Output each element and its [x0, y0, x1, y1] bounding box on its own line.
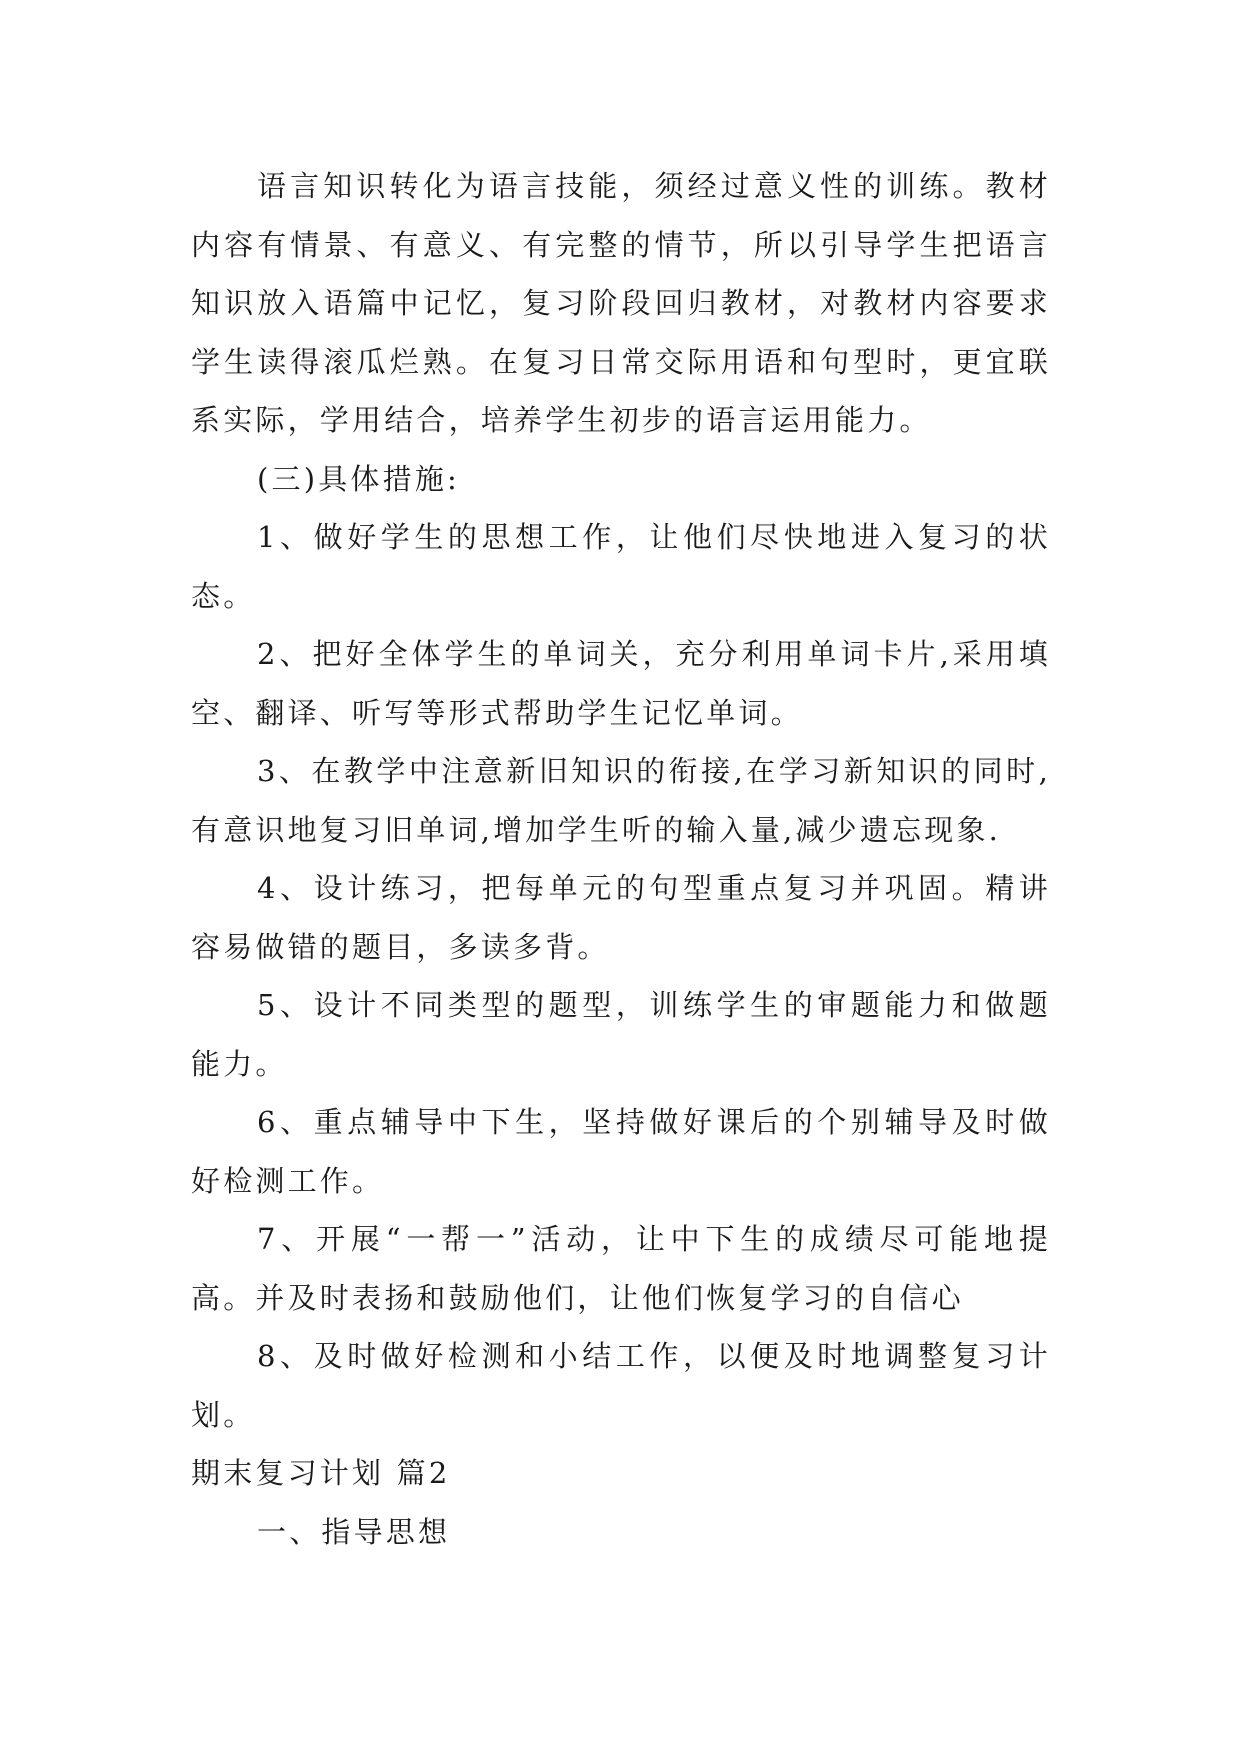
section-title: 期末复习计划 篇2: [191, 1456, 451, 1490]
subheading-guiding-thought: 一、指导思想: [257, 1514, 451, 1549]
paragraph-measure-5: 5、设计不同类型的题型，训练学生的审题能力和做题能力。: [191, 988, 1051, 1081]
paragraph-measure-8: 8、及时做好检测和小结工作，以便及时地调整复习计划。: [191, 1339, 1051, 1432]
paragraph-measure-6: 6、重点辅导中下生，坚持做好课后的个别辅导及时做好检测工作。: [191, 1105, 1051, 1198]
paragraph-measure-4: 4、设计练习，把每单元的句型重点复习并巩固。精讲容易做错的题目，多读多背。: [191, 871, 1051, 964]
document-body: [191, 157, 1051, 1561]
paragraph-measure-1: 1、做好学生的思想工作，让他们尽快地进入复习的状态。: [191, 520, 1051, 613]
paragraph-intro: 语言知识转化为语言技能，须经过意义性的训练。教材内容有情景、有意义、有完整的情节，所以引导学生把语言知识放入语篇中记忆，复习阶段回归教材，对教材内容要求学生读得滚瓜烂熟。在复习日常交际用语和句型时，更宜联系实际，学用结合，培养学生初步的语言运用能力。: [191, 169, 1051, 437]
paragraph-measures-heading: (三)具体措施:: [257, 461, 460, 496]
paragraph-measure-3: 3、在教学中注意新旧知识的衔接,在学习新知识的同时,有意识地复习旧单词,增加学生听的输入量,减少遗忘现象.: [191, 754, 1051, 847]
paragraph-measure-2: 2、把好全体学生的单词关，充分利用单词卡片,采用填空、翻译、听写等形式帮助学生记忆单词。: [191, 637, 1051, 730]
paragraph-measure-7: 7、开展“一帮一”活动，让中下生的成绩尽可能地提高。并及时表扬和鼓励他们，让他们恢复学习的自信心: [191, 1222, 1051, 1315]
